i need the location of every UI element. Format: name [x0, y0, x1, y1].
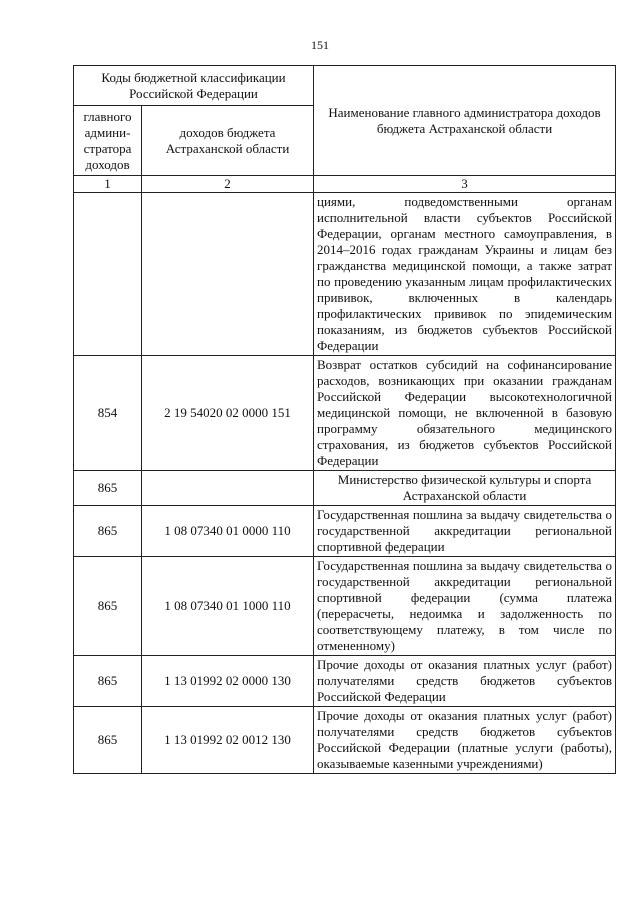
header-col-name: Наименование главного администратора доходов бюджета Астраханской области [314, 66, 616, 176]
header-col-income: доходов бюджета Астраханской области [142, 106, 314, 176]
budget-codes-table [73, 65, 616, 774]
income-code [142, 471, 314, 506]
admin-code: 854 [74, 356, 142, 471]
table-row [74, 193, 616, 356]
administrator-name: Государственная пошлина за выдачу свидетельства о государственной аккредитации региональной спортивной федерации (сумма платежа (перерасчеты, недоимка и задолженность по соответствующему платежу, в том числе по отмененному) [314, 557, 616, 656]
income-code: 1 08 07340 01 1000 110 [142, 557, 314, 656]
column-number-1: 1 [74, 176, 142, 193]
table-row [74, 356, 616, 471]
administrator-name: Министерство физической культуры и спорта Астраханской области [314, 471, 616, 506]
administrator-name: Прочие доходы от оказания платных услуг (работ) получателями средств бюджетов субъектов Российской Федерации (платные услуги (работы), оказываемые казенными учреждениями) [314, 707, 616, 774]
admin-code: 865 [74, 557, 142, 656]
admin-code: 865 [74, 707, 142, 774]
income-code [142, 193, 314, 356]
page-number: 151 [311, 38, 329, 52]
column-number-2: 2 [142, 176, 314, 193]
table-row [74, 557, 616, 656]
income-code: 1 13 01992 02 0012 130 [142, 707, 314, 774]
header-codes-group: Коды бюджетной классификации Российской Федерации [74, 66, 314, 106]
table-row [74, 707, 616, 774]
administrator-name: Прочие доходы от оказания платных услуг (работ) получателями средств бюджетов субъектов Российской Федерации [314, 656, 616, 707]
admin-code: 865 [74, 506, 142, 557]
income-code: 1 13 01992 02 0000 130 [142, 656, 314, 707]
administrator-name: Государственная пошлина за выдачу свидетельства о государственной аккредитации региональной спортивной федерации [314, 506, 616, 557]
administrator-name: циями, подведомственными органам исполнительной власти субъектов Российской Федерации, органам местного самоуправления, в 2014–2016 годах гражданам Украины и лицам без гражданства медицинской помощи, а также затрат по проведению указанным лицам профилактических прививок, включенных в календарь профилактических прививок по эпидемическим показаниям, из бюджетов субъектов Российской Федерации [314, 193, 616, 356]
table-row [74, 656, 616, 707]
admin-code: 865 [74, 656, 142, 707]
table-row [74, 471, 616, 506]
administrator-name: Возврат остатков субсидий на софинансирование расходов, возникающих при оказании гражданам Российской Федерации высокотехнологичной медицинской помощи, не включенной в базовую программу обязательного медицинского страхования, из бюджетов субъектов Российской Федерации [314, 356, 616, 471]
admin-code [74, 193, 142, 356]
table-row [74, 506, 616, 557]
income-code: 1 08 07340 01 0000 110 [142, 506, 314, 557]
column-number-3: 3 [314, 176, 616, 193]
admin-code: 865 [74, 471, 142, 506]
header-col-admin: главного админи-стратора доходов [74, 106, 142, 176]
income-code: 2 19 54020 02 0000 151 [142, 356, 314, 471]
